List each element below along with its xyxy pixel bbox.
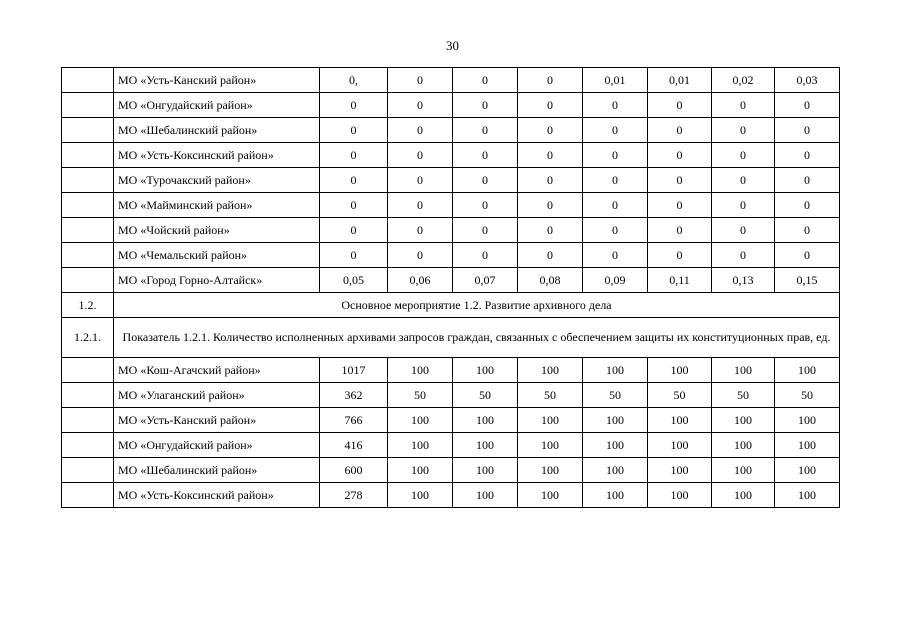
value-cell: 0 — [775, 168, 840, 193]
value-cell: 0,03 — [775, 68, 840, 93]
value-cell: 100 — [453, 483, 518, 508]
value-cell: 100 — [388, 358, 453, 383]
table-row — [62, 193, 840, 218]
municipality-name: МО «Онгудайский район» — [114, 433, 320, 458]
value-cell: 0 — [712, 143, 775, 168]
row-number-cell — [62, 93, 114, 118]
value-cell: 50 — [775, 383, 840, 408]
value-cell: 0 — [775, 193, 840, 218]
table-row — [62, 458, 840, 483]
value-cell: 100 — [775, 483, 840, 508]
municipality-name: МО «Усть-Канский район» — [114, 408, 320, 433]
value-cell: 0 — [648, 193, 712, 218]
value-cell: 766 — [320, 408, 388, 433]
value-cell: 100 — [518, 358, 583, 383]
row-number-cell — [62, 383, 114, 408]
table-row — [62, 408, 840, 433]
value-cell: 0 — [388, 193, 453, 218]
value-cell: 0 — [583, 168, 648, 193]
value-cell: 0 — [388, 93, 453, 118]
municipality-name: МО «Чемальский район» — [114, 243, 320, 268]
value-cell: 0 — [518, 118, 583, 143]
municipality-name: МО «Шебалинский район» — [114, 458, 320, 483]
value-cell: 100 — [583, 408, 648, 433]
value-cell: 278 — [320, 483, 388, 508]
value-cell: 0 — [775, 243, 840, 268]
value-cell: 100 — [648, 433, 712, 458]
value-cell: 100 — [775, 408, 840, 433]
section-row — [62, 293, 840, 318]
table-row — [62, 168, 840, 193]
value-cell: 0 — [648, 93, 712, 118]
section-title: Основное мероприятие 1.2. Развитие архивного дела — [114, 293, 840, 318]
value-cell: 0 — [775, 118, 840, 143]
value-cell: 100 — [583, 358, 648, 383]
value-cell: 0 — [648, 168, 712, 193]
table-row — [62, 218, 840, 243]
value-cell: 0 — [518, 143, 583, 168]
indicator-number: 1.2.1. — [62, 318, 114, 358]
table-row — [62, 433, 840, 458]
table-body-municipalities-top — [62, 68, 840, 293]
municipality-name: МО «Усть-Канский район» — [114, 68, 320, 93]
value-cell: 0 — [712, 193, 775, 218]
value-cell: 100 — [518, 433, 583, 458]
value-cell: 0 — [453, 118, 518, 143]
table-row — [62, 268, 840, 293]
value-cell: 0 — [453, 143, 518, 168]
municipality-name: МО «Город Горно-Алтайск» — [114, 268, 320, 293]
value-cell: 100 — [775, 458, 840, 483]
value-cell: 0 — [320, 168, 388, 193]
value-cell: 100 — [712, 408, 775, 433]
value-cell: 100 — [453, 458, 518, 483]
value-cell: 0,15 — [775, 268, 840, 293]
value-cell: 100 — [388, 458, 453, 483]
value-cell: 0 — [712, 243, 775, 268]
table-row — [62, 243, 840, 268]
value-cell: 100 — [518, 408, 583, 433]
value-cell: 0 — [775, 218, 840, 243]
value-cell: 100 — [712, 358, 775, 383]
value-cell: 0 — [388, 243, 453, 268]
municipality-name: МО «Улаганский район» — [114, 383, 320, 408]
value-cell: 0,01 — [583, 68, 648, 93]
row-number-cell — [62, 483, 114, 508]
value-cell: 0 — [320, 118, 388, 143]
table-row — [62, 143, 840, 168]
value-cell: 0 — [583, 118, 648, 143]
value-cell: 0 — [320, 243, 388, 268]
row-number-cell — [62, 68, 114, 93]
value-cell: 0 — [453, 193, 518, 218]
value-cell: 50 — [648, 383, 712, 408]
page-number: 30 — [446, 38, 459, 53]
value-cell: 0 — [388, 68, 453, 93]
municipality-name: МО «Усть-Коксинский район» — [114, 143, 320, 168]
value-cell: 50 — [583, 383, 648, 408]
municipality-name: МО «Чойский район» — [114, 218, 320, 243]
value-cell: 0 — [518, 93, 583, 118]
row-number-cell — [62, 358, 114, 383]
row-number-cell — [62, 193, 114, 218]
table-row — [62, 358, 840, 383]
value-cell: 0 — [712, 118, 775, 143]
value-cell: 0 — [320, 143, 388, 168]
value-cell: 100 — [583, 433, 648, 458]
row-number-cell — [62, 143, 114, 168]
value-cell: 0 — [518, 243, 583, 268]
value-cell: 0,13 — [712, 268, 775, 293]
value-cell: 0, — [320, 68, 388, 93]
value-cell: 100 — [648, 483, 712, 508]
value-cell: 0 — [648, 218, 712, 243]
value-cell: 0 — [453, 168, 518, 193]
value-cell: 0 — [320, 218, 388, 243]
value-cell: 0 — [388, 168, 453, 193]
value-cell: 600 — [320, 458, 388, 483]
value-cell: 100 — [388, 433, 453, 458]
row-number-cell — [62, 218, 114, 243]
table-row — [62, 68, 840, 93]
value-cell: 0 — [518, 218, 583, 243]
value-cell: 50 — [518, 383, 583, 408]
value-cell: 0 — [648, 143, 712, 168]
value-cell: 0 — [583, 143, 648, 168]
value-cell: 0 — [388, 118, 453, 143]
value-cell: 100 — [518, 483, 583, 508]
value-cell: 100 — [388, 408, 453, 433]
value-cell: 100 — [388, 483, 453, 508]
value-cell: 0,05 — [320, 268, 388, 293]
value-cell: 0 — [775, 143, 840, 168]
value-cell: 1017 — [320, 358, 388, 383]
value-cell: 0,01 — [648, 68, 712, 93]
municipality-name: МО «Турочакский район» — [114, 168, 320, 193]
value-cell: 0 — [320, 193, 388, 218]
table-row — [62, 483, 840, 508]
value-cell: 0,11 — [648, 268, 712, 293]
value-cell: 100 — [648, 358, 712, 383]
value-cell: 0,07 — [453, 268, 518, 293]
value-cell: 50 — [388, 383, 453, 408]
value-cell: 0 — [453, 218, 518, 243]
value-cell: 362 — [320, 383, 388, 408]
value-cell: 100 — [775, 358, 840, 383]
row-number-cell — [62, 118, 114, 143]
value-cell: 0 — [453, 68, 518, 93]
row-number-cell — [62, 433, 114, 458]
value-cell: 0 — [518, 68, 583, 93]
table-body-municipalities-bottom — [62, 358, 840, 508]
value-cell: 0,08 — [518, 268, 583, 293]
municipality-name: МО «Онгудайский район» — [114, 93, 320, 118]
value-cell: 100 — [518, 458, 583, 483]
value-cell: 100 — [648, 408, 712, 433]
row-number-cell — [62, 168, 114, 193]
value-cell: 0 — [388, 143, 453, 168]
indicator-row — [62, 318, 840, 358]
value-cell: 0 — [518, 193, 583, 218]
value-cell: 0 — [583, 193, 648, 218]
table-row — [62, 383, 840, 408]
value-cell: 0 — [453, 93, 518, 118]
value-cell: 100 — [712, 433, 775, 458]
row-number-cell — [62, 268, 114, 293]
value-cell: 0,02 — [712, 68, 775, 93]
value-cell: 0 — [453, 243, 518, 268]
value-cell: 0 — [712, 168, 775, 193]
value-cell: 100 — [712, 458, 775, 483]
value-cell: 100 — [453, 408, 518, 433]
row-number-cell — [62, 458, 114, 483]
value-cell: 0 — [712, 93, 775, 118]
value-cell: 50 — [453, 383, 518, 408]
municipality-name: МО «Кош-Агачский район» — [114, 358, 320, 383]
value-cell: 0 — [583, 243, 648, 268]
value-cell: 100 — [453, 433, 518, 458]
municipality-name: МО «Шебалинский район» — [114, 118, 320, 143]
value-cell: 0,09 — [583, 268, 648, 293]
value-cell: 0 — [775, 93, 840, 118]
value-cell: 100 — [583, 458, 648, 483]
value-cell: 0 — [648, 118, 712, 143]
row-number-cell — [62, 243, 114, 268]
data-table — [61, 67, 840, 508]
row-number-cell — [62, 408, 114, 433]
value-cell: 100 — [775, 433, 840, 458]
value-cell: 0,06 — [388, 268, 453, 293]
table-row — [62, 93, 840, 118]
table-section-1-2 — [62, 293, 840, 358]
value-cell: 0 — [388, 218, 453, 243]
value-cell: 0 — [583, 218, 648, 243]
value-cell: 100 — [712, 483, 775, 508]
value-cell: 0 — [648, 243, 712, 268]
value-cell: 50 — [712, 383, 775, 408]
value-cell: 0 — [320, 93, 388, 118]
value-cell: 100 — [583, 483, 648, 508]
municipality-name: МО «Майминский район» — [114, 193, 320, 218]
value-cell: 0 — [518, 168, 583, 193]
section-number: 1.2. — [62, 293, 114, 318]
value-cell: 0 — [712, 218, 775, 243]
value-cell: 416 — [320, 433, 388, 458]
indicator-title: Показатель 1.2.1. Количество исполненных архивами запросов граждан, связанных с обеспечением защиты их конституционных прав, ед. — [114, 318, 840, 358]
municipality-name: МО «Усть-Коксинский район» — [114, 483, 320, 508]
value-cell: 0 — [583, 93, 648, 118]
table-row — [62, 118, 840, 143]
value-cell: 100 — [453, 358, 518, 383]
value-cell: 100 — [648, 458, 712, 483]
